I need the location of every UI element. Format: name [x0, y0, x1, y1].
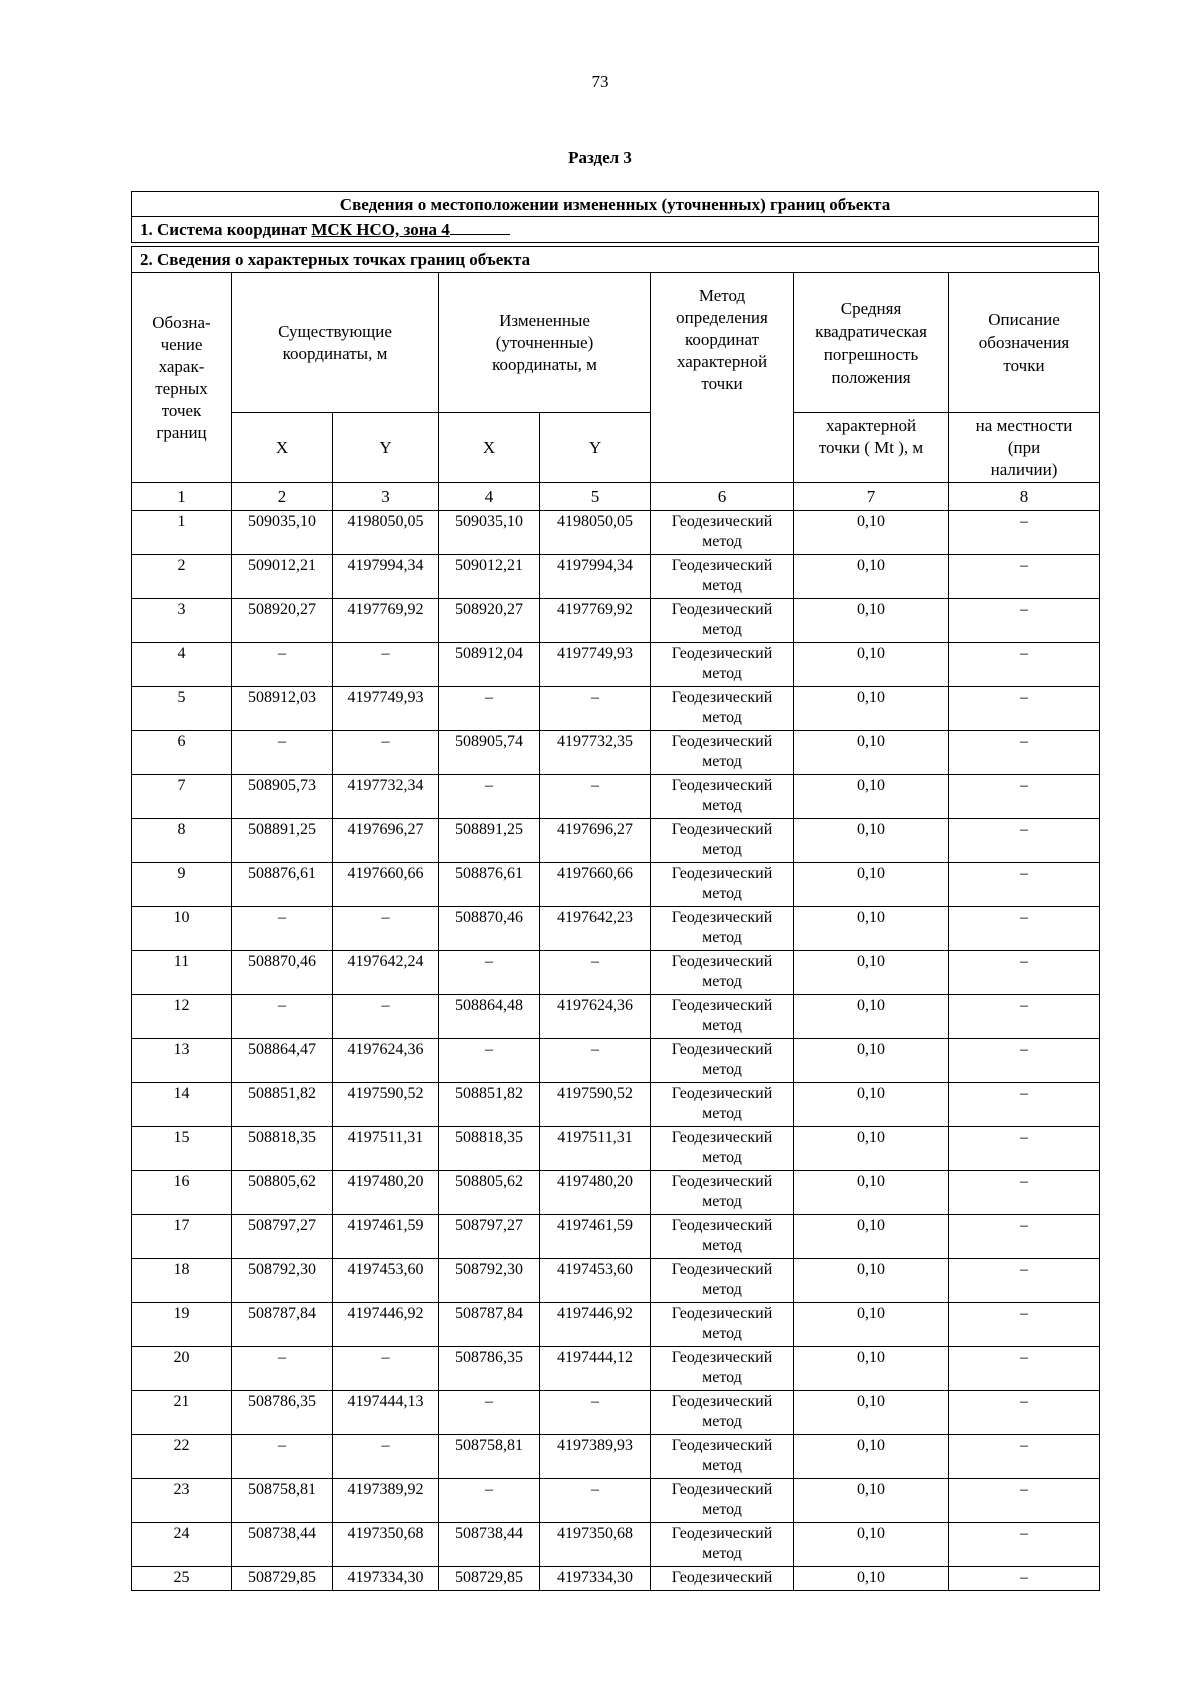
cell-existing-x: – [232, 1435, 333, 1479]
cell-point-number: 11 [132, 951, 232, 995]
cell-changed-x: – [439, 1039, 540, 1083]
cell-existing-x: 508851,82 [232, 1083, 333, 1127]
header-line: координат [684, 330, 760, 349]
header-line: точки ( Mt ), м [818, 438, 924, 457]
cell-point-number: 9 [132, 863, 232, 907]
header-line: квадратическая [815, 321, 927, 341]
cell-existing-y: 4197446,92 [333, 1303, 439, 1347]
column-number: 3 [333, 483, 439, 511]
cell-changed-y: 4197334,30 [540, 1567, 651, 1591]
cell-existing-x: 508818,35 [232, 1127, 333, 1171]
cell-existing-y: 4197660,66 [333, 863, 439, 907]
cell-method: Геодезический метод [651, 1303, 794, 1347]
header-changed-x: X [439, 413, 540, 483]
table-row [132, 863, 1100, 907]
cell-method: Геодезический метод [651, 1171, 794, 1215]
cell-changed-x: – [439, 1391, 540, 1435]
cell-description: – [949, 1215, 1100, 1259]
cell-description: – [949, 1171, 1100, 1215]
cell-changed-y: 4197994,34 [540, 555, 651, 599]
cell-error-mt: 0,10 [794, 1567, 949, 1591]
cell-existing-y: 4198050,05 [333, 511, 439, 555]
cell-changed-x: 508891,25 [439, 819, 540, 863]
cell-existing-y: 4197749,93 [333, 687, 439, 731]
cell-error-mt: 0,10 [794, 687, 949, 731]
header-line: точки [1003, 356, 1045, 375]
cell-existing-x: 509035,10 [232, 511, 333, 555]
header-desc-top-text [949, 308, 1099, 377]
table-row [132, 1435, 1100, 1479]
cell-description: – [949, 1303, 1100, 1347]
cell-existing-y: 4197480,20 [333, 1171, 439, 1215]
coord-system-value: МСК НСО, зона 4 [311, 220, 450, 239]
cell-description: – [949, 951, 1100, 995]
table-row [132, 599, 1100, 643]
cell-changed-x: 508787,84 [439, 1303, 540, 1347]
cell-method: Геодезический метод [651, 731, 794, 775]
cell-error-mt: 0,10 [794, 951, 949, 995]
cell-error-mt: 0,10 [794, 1391, 949, 1435]
header-designation-text [132, 312, 231, 444]
cell-point-number: 3 [132, 599, 232, 643]
cell-point-number: 24 [132, 1523, 232, 1567]
header-line: Существующие [278, 321, 392, 341]
coord-system-prefix: 1. Система координат [140, 220, 312, 239]
cell-method: Геодезический метод [651, 599, 794, 643]
cell-changed-y: 4197732,35 [540, 731, 651, 775]
cell-error-mt: 0,10 [794, 907, 949, 951]
cell-changed-x: 508851,82 [439, 1083, 540, 1127]
cell-method: Геодезический метод [651, 1215, 794, 1259]
cell-point-number: 5 [132, 687, 232, 731]
header-line: (уточненные) [495, 332, 594, 352]
cell-description: – [949, 1259, 1100, 1303]
cell-changed-x: 508912,04 [439, 643, 540, 687]
header-error-bottom-text [794, 415, 948, 459]
cell-changed-x: – [439, 1479, 540, 1523]
cell-method: Геодезический метод [651, 1039, 794, 1083]
table-row [132, 1259, 1100, 1303]
cell-error-mt: 0,10 [794, 1215, 949, 1259]
cell-error-mt: 0,10 [794, 1435, 949, 1479]
cell-existing-x: 508905,73 [232, 775, 333, 819]
header-line: координаты, м [492, 354, 597, 374]
table-row [132, 1347, 1100, 1391]
cell-error-mt: 0,10 [794, 775, 949, 819]
cell-method: Геодезический метод [651, 511, 794, 555]
header-line: чение [160, 334, 203, 354]
cell-description: – [949, 1391, 1100, 1435]
cell-changed-x: 508792,30 [439, 1259, 540, 1303]
cell-changed-x: 508818,35 [439, 1127, 540, 1171]
cell-existing-x: 508787,84 [232, 1303, 333, 1347]
header-line: наличии) [990, 460, 1058, 479]
cell-changed-y: 4197696,27 [540, 819, 651, 863]
cell-error-mt: 0,10 [794, 1171, 949, 1215]
cell-existing-y: – [333, 907, 439, 951]
cell-existing-x: 508738,44 [232, 1523, 333, 1567]
cell-point-number: 21 [132, 1391, 232, 1435]
cell-description: – [949, 1567, 1100, 1591]
table-row [132, 995, 1100, 1039]
cell-point-number: 6 [132, 731, 232, 775]
cell-method: Геодезический метод [651, 819, 794, 863]
cell-existing-y: – [333, 1435, 439, 1479]
table-row [132, 1171, 1100, 1215]
cell-changed-y: 4197511,31 [540, 1127, 651, 1171]
cell-error-mt: 0,10 [794, 863, 949, 907]
cell-changed-x: 509012,21 [439, 555, 540, 599]
points-table [131, 272, 1100, 1591]
header-line: на местности [975, 416, 1073, 435]
column-number: 6 [651, 483, 794, 511]
cell-error-mt: 0,10 [794, 819, 949, 863]
cell-changed-y: 4197389,93 [540, 1435, 651, 1479]
cell-changed-y: 4197624,36 [540, 995, 651, 1039]
header-line: координаты, м [282, 343, 388, 363]
cell-error-mt: 0,10 [794, 995, 949, 1039]
table-row [132, 907, 1100, 951]
cell-existing-y: 4197334,30 [333, 1567, 439, 1591]
header-line: точек [161, 400, 202, 420]
header-line: (при [1007, 438, 1041, 457]
cell-existing-y: – [333, 995, 439, 1039]
cell-description: – [949, 555, 1100, 599]
cell-changed-x: 508797,27 [439, 1215, 540, 1259]
cell-method: Геодезический метод [651, 1523, 794, 1567]
cell-existing-y: 4197453,60 [333, 1259, 439, 1303]
header-line: Обозна- [152, 312, 211, 332]
cell-method: Геодезический метод [651, 1479, 794, 1523]
header-line: положения [831, 367, 911, 387]
points-heading: 2. Сведения о характерных точках границ объекта [131, 246, 1099, 272]
header-line: Средняя [840, 298, 902, 318]
header-existing-x: X [232, 413, 333, 483]
cell-description: – [949, 775, 1100, 819]
table-row [132, 511, 1100, 555]
cell-point-number: 7 [132, 775, 232, 819]
cell-description: – [949, 511, 1100, 555]
cell-method: Геодезический метод [651, 1391, 794, 1435]
cell-error-mt: 0,10 [794, 1347, 949, 1391]
cell-changed-y: 4197444,12 [540, 1347, 651, 1391]
cell-error-mt: 0,10 [794, 1303, 949, 1347]
header-desc-bottom [949, 413, 1100, 483]
cell-description: – [949, 1127, 1100, 1171]
header-line: характерной [676, 352, 768, 371]
column-number: 2 [232, 483, 333, 511]
cell-method: Геодезический метод [651, 1347, 794, 1391]
header-method [651, 273, 794, 483]
cell-changed-y: – [540, 687, 651, 731]
cell-changed-y: 4197461,59 [540, 1215, 651, 1259]
cell-point-number: 13 [132, 1039, 232, 1083]
cell-error-mt: 0,10 [794, 511, 949, 555]
cell-existing-x: – [232, 995, 333, 1039]
cell-point-number: 14 [132, 1083, 232, 1127]
cell-existing-x: 508920,27 [232, 599, 333, 643]
cell-existing-y: 4197696,27 [333, 819, 439, 863]
table-row [132, 819, 1100, 863]
header-error-top-text [794, 297, 948, 389]
section-title: Раздел 3 [568, 148, 632, 167]
cell-error-mt: 0,10 [794, 731, 949, 775]
cell-changed-x: – [439, 775, 540, 819]
cell-changed-x: 508870,46 [439, 907, 540, 951]
table-row [132, 1479, 1100, 1523]
cell-description: – [949, 995, 1100, 1039]
cell-existing-y: 4197642,24 [333, 951, 439, 995]
cell-existing-y: 4197511,31 [333, 1127, 439, 1171]
cell-existing-x: – [232, 1347, 333, 1391]
cell-error-mt: 0,10 [794, 1259, 949, 1303]
table-row [132, 1127, 1100, 1171]
table-row [132, 1567, 1100, 1591]
cell-changed-x: 508758,81 [439, 1435, 540, 1479]
cell-method: Геодезический метод [651, 775, 794, 819]
cell-method: Геодезический метод [651, 643, 794, 687]
header-method-text [651, 285, 793, 395]
cell-error-mt: 0,10 [794, 1039, 949, 1083]
cell-changed-x: 508920,27 [439, 599, 540, 643]
header-changed-y: Y [540, 413, 651, 483]
cell-changed-y: – [540, 1479, 651, 1523]
column-number: 7 [794, 483, 949, 511]
column-number: 5 [540, 483, 651, 511]
header-desc-top [949, 273, 1100, 413]
header-line: характерной [825, 416, 917, 435]
cell-description: – [949, 1083, 1100, 1127]
header-line: границ [156, 422, 207, 442]
cell-description: – [949, 1523, 1100, 1567]
cell-existing-y: 4197461,59 [333, 1215, 439, 1259]
cell-method: Геодезический метод [651, 687, 794, 731]
cell-error-mt: 0,10 [794, 555, 949, 599]
cell-error-mt: 0,10 [794, 1127, 949, 1171]
header-line: Метод [698, 286, 746, 305]
cell-point-number: 12 [132, 995, 232, 1039]
cell-method: Геодезический метод [651, 1435, 794, 1479]
cell-existing-x: 509012,21 [232, 555, 333, 599]
table-row [132, 1039, 1100, 1083]
cell-error-mt: 0,10 [794, 643, 949, 687]
header-line: терных [155, 378, 208, 398]
cell-changed-y: 4197642,23 [540, 907, 651, 951]
cell-method: Геодезический метод [651, 863, 794, 907]
cell-error-mt: 0,10 [794, 1523, 949, 1567]
cell-changed-x: 508738,44 [439, 1523, 540, 1567]
cell-point-number: 16 [132, 1171, 232, 1215]
cell-changed-x: 508905,74 [439, 731, 540, 775]
cell-method: Геодезический метод [651, 1083, 794, 1127]
cell-changed-x: 508864,48 [439, 995, 540, 1039]
cell-method: Геодезический [651, 1567, 794, 1591]
header-existing [232, 273, 439, 413]
table-row [132, 1303, 1100, 1347]
cell-changed-y: 4197446,92 [540, 1303, 651, 1347]
cell-changed-y: – [540, 1039, 651, 1083]
cell-existing-x: 508792,30 [232, 1259, 333, 1303]
cell-description: – [949, 1039, 1100, 1083]
cell-existing-x: 508876,61 [232, 863, 333, 907]
cell-point-number: 23 [132, 1479, 232, 1523]
cell-existing-y: – [333, 731, 439, 775]
cell-existing-y: 4197590,52 [333, 1083, 439, 1127]
cell-existing-y: 4197769,92 [333, 599, 439, 643]
cell-changed-y: 4197453,60 [540, 1259, 651, 1303]
cell-method: Геодезический метод [651, 1127, 794, 1171]
cell-method: Геодезический метод [651, 951, 794, 995]
cell-changed-x: 508876,61 [439, 863, 540, 907]
header-existing-text [232, 321, 438, 365]
table-row [132, 687, 1100, 731]
cell-existing-y: 4197350,68 [333, 1523, 439, 1567]
cell-existing-x: 508870,46 [232, 951, 333, 995]
cell-changed-x: 508786,35 [439, 1347, 540, 1391]
cell-changed-y: – [540, 951, 651, 995]
cell-method: Геодезический метод [651, 1259, 794, 1303]
cell-existing-x: 508729,85 [232, 1567, 333, 1591]
cell-point-number: 20 [132, 1347, 232, 1391]
cell-description: – [949, 907, 1100, 951]
cell-changed-x: – [439, 687, 540, 731]
cell-existing-y: – [333, 1347, 439, 1391]
cell-changed-y: – [540, 775, 651, 819]
column-number: 4 [439, 483, 540, 511]
cell-point-number: 2 [132, 555, 232, 599]
cell-existing-x: – [232, 907, 333, 951]
header-changed-text [439, 310, 650, 376]
cell-point-number: 25 [132, 1567, 232, 1591]
cell-point-number: 1 [132, 511, 232, 555]
header-desc-bottom-text [949, 415, 1099, 481]
cell-method: Геодезический метод [651, 995, 794, 1039]
cell-changed-x: 508805,62 [439, 1171, 540, 1215]
column-number-row [132, 483, 1100, 511]
table-row [132, 1523, 1100, 1567]
cell-existing-x: – [232, 731, 333, 775]
cell-changed-y: 4198050,05 [540, 511, 651, 555]
cell-error-mt: 0,10 [794, 1083, 949, 1127]
cell-point-number: 17 [132, 1215, 232, 1259]
header-line: Описание [988, 310, 1060, 329]
cell-description: – [949, 1479, 1100, 1523]
header-line: определения [676, 308, 768, 327]
cell-existing-x: 508805,62 [232, 1171, 333, 1215]
coord-system-line [131, 217, 1099, 243]
cell-existing-x: – [232, 643, 333, 687]
column-number: 1 [132, 483, 232, 511]
cell-existing-y: 4197624,36 [333, 1039, 439, 1083]
table-row [132, 555, 1100, 599]
cell-method: Геодезический метод [651, 555, 794, 599]
cell-existing-y: 4197994,34 [333, 555, 439, 599]
cell-changed-y: 4197749,93 [540, 643, 651, 687]
header-line: точки [701, 374, 743, 393]
header-line: обозначения [978, 333, 1070, 352]
header-error-top [794, 273, 949, 413]
cell-point-number: 18 [132, 1259, 232, 1303]
cell-point-number: 4 [132, 643, 232, 687]
table-row [132, 731, 1100, 775]
cell-existing-x: 508891,25 [232, 819, 333, 863]
cell-changed-x: – [439, 951, 540, 995]
cell-changed-y: 4197590,52 [540, 1083, 651, 1127]
table-row [132, 1083, 1100, 1127]
cell-existing-x: 508912,03 [232, 687, 333, 731]
cell-description: – [949, 643, 1100, 687]
cell-existing-y: 4197732,34 [333, 775, 439, 819]
cell-existing-x: 508797,27 [232, 1215, 333, 1259]
cell-description: – [949, 863, 1100, 907]
cell-existing-x: 508758,81 [232, 1479, 333, 1523]
cell-point-number: 15 [132, 1127, 232, 1171]
cell-changed-y: 4197350,68 [540, 1523, 651, 1567]
coord-system-fill-line [450, 218, 510, 235]
cell-method: Геодезический метод [651, 907, 794, 951]
cell-point-number: 8 [132, 819, 232, 863]
cell-changed-x: 508729,85 [439, 1567, 540, 1591]
header-changed [439, 273, 651, 413]
cell-error-mt: 0,10 [794, 599, 949, 643]
table-row [132, 775, 1100, 819]
cell-point-number: 10 [132, 907, 232, 951]
cell-changed-y: – [540, 1391, 651, 1435]
page-number: 73 [591, 72, 609, 91]
table-title: Сведения о местоположении измененных (уточненных) границ объекта [131, 191, 1099, 217]
cell-existing-y: 4197444,13 [333, 1391, 439, 1435]
cell-changed-y: 4197480,20 [540, 1171, 651, 1215]
cell-existing-x: 508786,35 [232, 1391, 333, 1435]
table-row [132, 643, 1100, 687]
table-row [132, 951, 1100, 995]
cell-existing-x: 508864,47 [232, 1039, 333, 1083]
cell-changed-y: 4197660,66 [540, 863, 651, 907]
header-designation [132, 273, 232, 483]
column-number: 8 [949, 483, 1100, 511]
cell-point-number: 22 [132, 1435, 232, 1479]
cell-description: – [949, 731, 1100, 775]
cell-point-number: 19 [132, 1303, 232, 1347]
cell-description: – [949, 687, 1100, 731]
cell-description: – [949, 1435, 1100, 1479]
header-line: харак- [158, 356, 205, 376]
cell-existing-y: – [333, 643, 439, 687]
table-row [132, 1391, 1100, 1435]
header-line: погрешность [823, 344, 919, 364]
cell-description: – [949, 819, 1100, 863]
boundary-table [131, 191, 1099, 1591]
cell-description: – [949, 1347, 1100, 1391]
header-line: Измененные [499, 310, 590, 330]
header-error-bottom [794, 413, 949, 483]
cell-changed-x: 509035,10 [439, 511, 540, 555]
cell-changed-y: 4197769,92 [540, 599, 651, 643]
cell-existing-y: 4197389,92 [333, 1479, 439, 1523]
header-existing-y: Y [333, 413, 439, 483]
cell-error-mt: 0,10 [794, 1479, 949, 1523]
cell-description: – [949, 599, 1100, 643]
table-row [132, 1215, 1100, 1259]
points-body [132, 511, 1100, 1591]
